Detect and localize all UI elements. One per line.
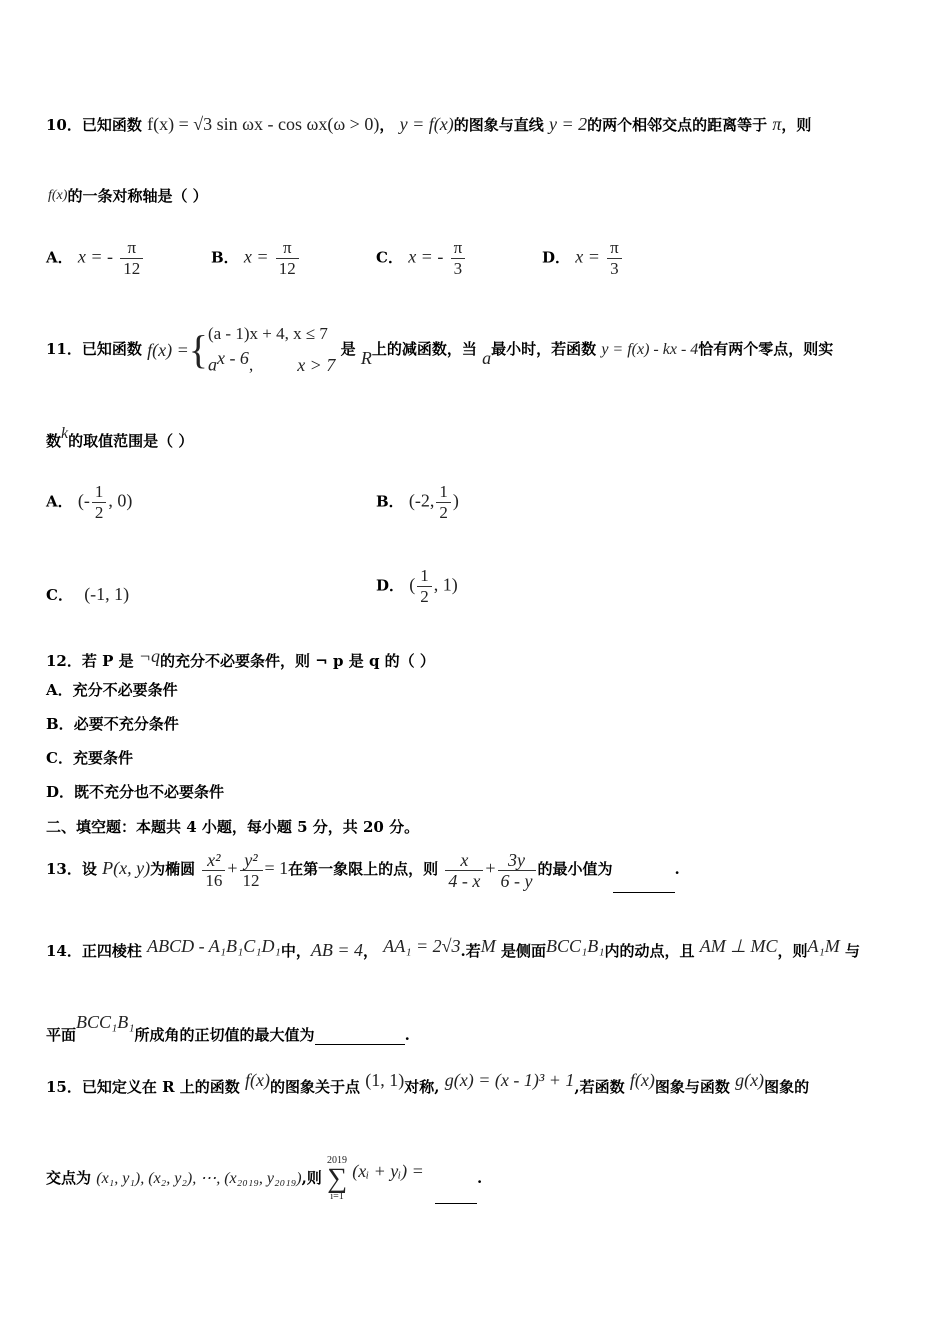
q10-line1: 10．已知函数 f(x) = √3 sin ωx - cos ωx(ω > 0)， y = f(x)的图象与直线 y = 2的两个相邻交点的距离等于 π，则 <box>46 114 812 134</box>
q11-option-c[interactable]: C． (-1, 1) <box>46 584 130 604</box>
q13-line: 13．设 P(x, y)为椭圆 $\frac{\text{x²}}{16}$ + $\frac{\text{y²}}{12}$ = 1在第一象限上的点，则 $\frac{x}{4 - x}$ + $\frac{3y}{6 - y}$ 的最小值为 . <box>46 844 680 892</box>
section-header-fill-in: 二、填空题：本题共 4 小题，每小题 5 分，共 20 分。 <box>46 818 420 836</box>
q10-function: f(x) = √3 sin ωx - cos ωx(ω > 0) <box>147 114 380 134</box>
q14-line2: 平面BCC₁B₁所成角的正切值的最大值为 . <box>46 1012 410 1044</box>
q10-line2: f(x)的一条对称轴是（ ） <box>48 187 208 205</box>
q12-option-c[interactable]: C．充要条件 <box>46 749 133 767</box>
q10-option-b[interactable]: B． x = $\frac{\pi}{12}$ <box>211 238 301 279</box>
q11-line1: 11．已知函数 f(x) ={ (a - 1)x + 4, x ≤ 7 $a^{x - 6}$, x > 7 是 R上的减函数，当 a最小时，若函数 y = f(x) - kx - 4恰有两个零点，则实 <box>46 322 833 378</box>
q10-option-d[interactable]: D． x = $\frac{\pi}{3}$ <box>542 238 624 279</box>
q15-line1: 15．已知定义在 R 上的函数 f(x)的图象关于点 (1, 1)对称, g(x) = (x - 1)³ + 1,若函数 f(x)图象与函数 g(x)图象的 <box>46 1070 810 1096</box>
q11-line2: 数k的取值范围是（ ） <box>46 425 194 450</box>
q12-line1: 12．若 P 是 ¬q的充分不必要条件，则 ¬ p 是 q 的（ ） <box>46 646 435 670</box>
q14-answer-blank[interactable] <box>315 1030 405 1045</box>
q10-number: 10． <box>46 116 82 134</box>
q10-option-a[interactable]: A． x = - $\frac{\pi}{12}$ <box>46 238 145 279</box>
q13-number: 13． <box>46 860 82 878</box>
q15-line2: 交点为 (x₁, y₁), (x₂, y₂), ⋯, (x₂₀₁₉, y₂₀₁₉),则 2019 ∑ i=1 (xᵢ + yᵢ) = . <box>46 1155 483 1202</box>
q12-option-d[interactable]: D．既不充分也不必要条件 <box>46 783 225 801</box>
q10-option-c[interactable]: C． x = - $\frac{\pi}{3}$ <box>376 238 467 279</box>
q14-number: 14． <box>46 942 82 960</box>
q12-option-a[interactable]: A．充分不必要条件 <box>46 681 178 699</box>
q14-line1: 14．正四棱柱 ABCD - A₁B₁C₁D₁中，AB = 4， AA₁ = 2√3.若M 是侧面BCC₁B₁内的动点，且 AM ⊥ MC，则A₁M 与 <box>46 936 860 960</box>
q12-number: 12． <box>46 652 82 670</box>
q11-option-a[interactable]: A． (- $\frac{1}{2}$ , 0) <box>46 482 133 522</box>
q11-option-b[interactable]: B． (-2, $\frac{1}{2}$ ) <box>376 482 459 522</box>
q11-number: 11． <box>46 339 82 358</box>
q13-answer-blank[interactable] <box>613 878 675 893</box>
q12-option-b[interactable]: B．必要不充分条件 <box>46 715 179 733</box>
q11-option-d[interactable]: D． ( $\frac{1}{2}$ , 1) <box>376 566 458 606</box>
q15-answer-blank[interactable] <box>435 1189 477 1204</box>
q15-number: 15． <box>46 1078 82 1096</box>
q15-summation: 2019 ∑ i=1 <box>327 1155 348 1202</box>
q11-piecewise: f(x) ={ (a - 1)x + 4, x ≤ 7 $a^{x - 6}$, x > 7 <box>147 324 336 375</box>
